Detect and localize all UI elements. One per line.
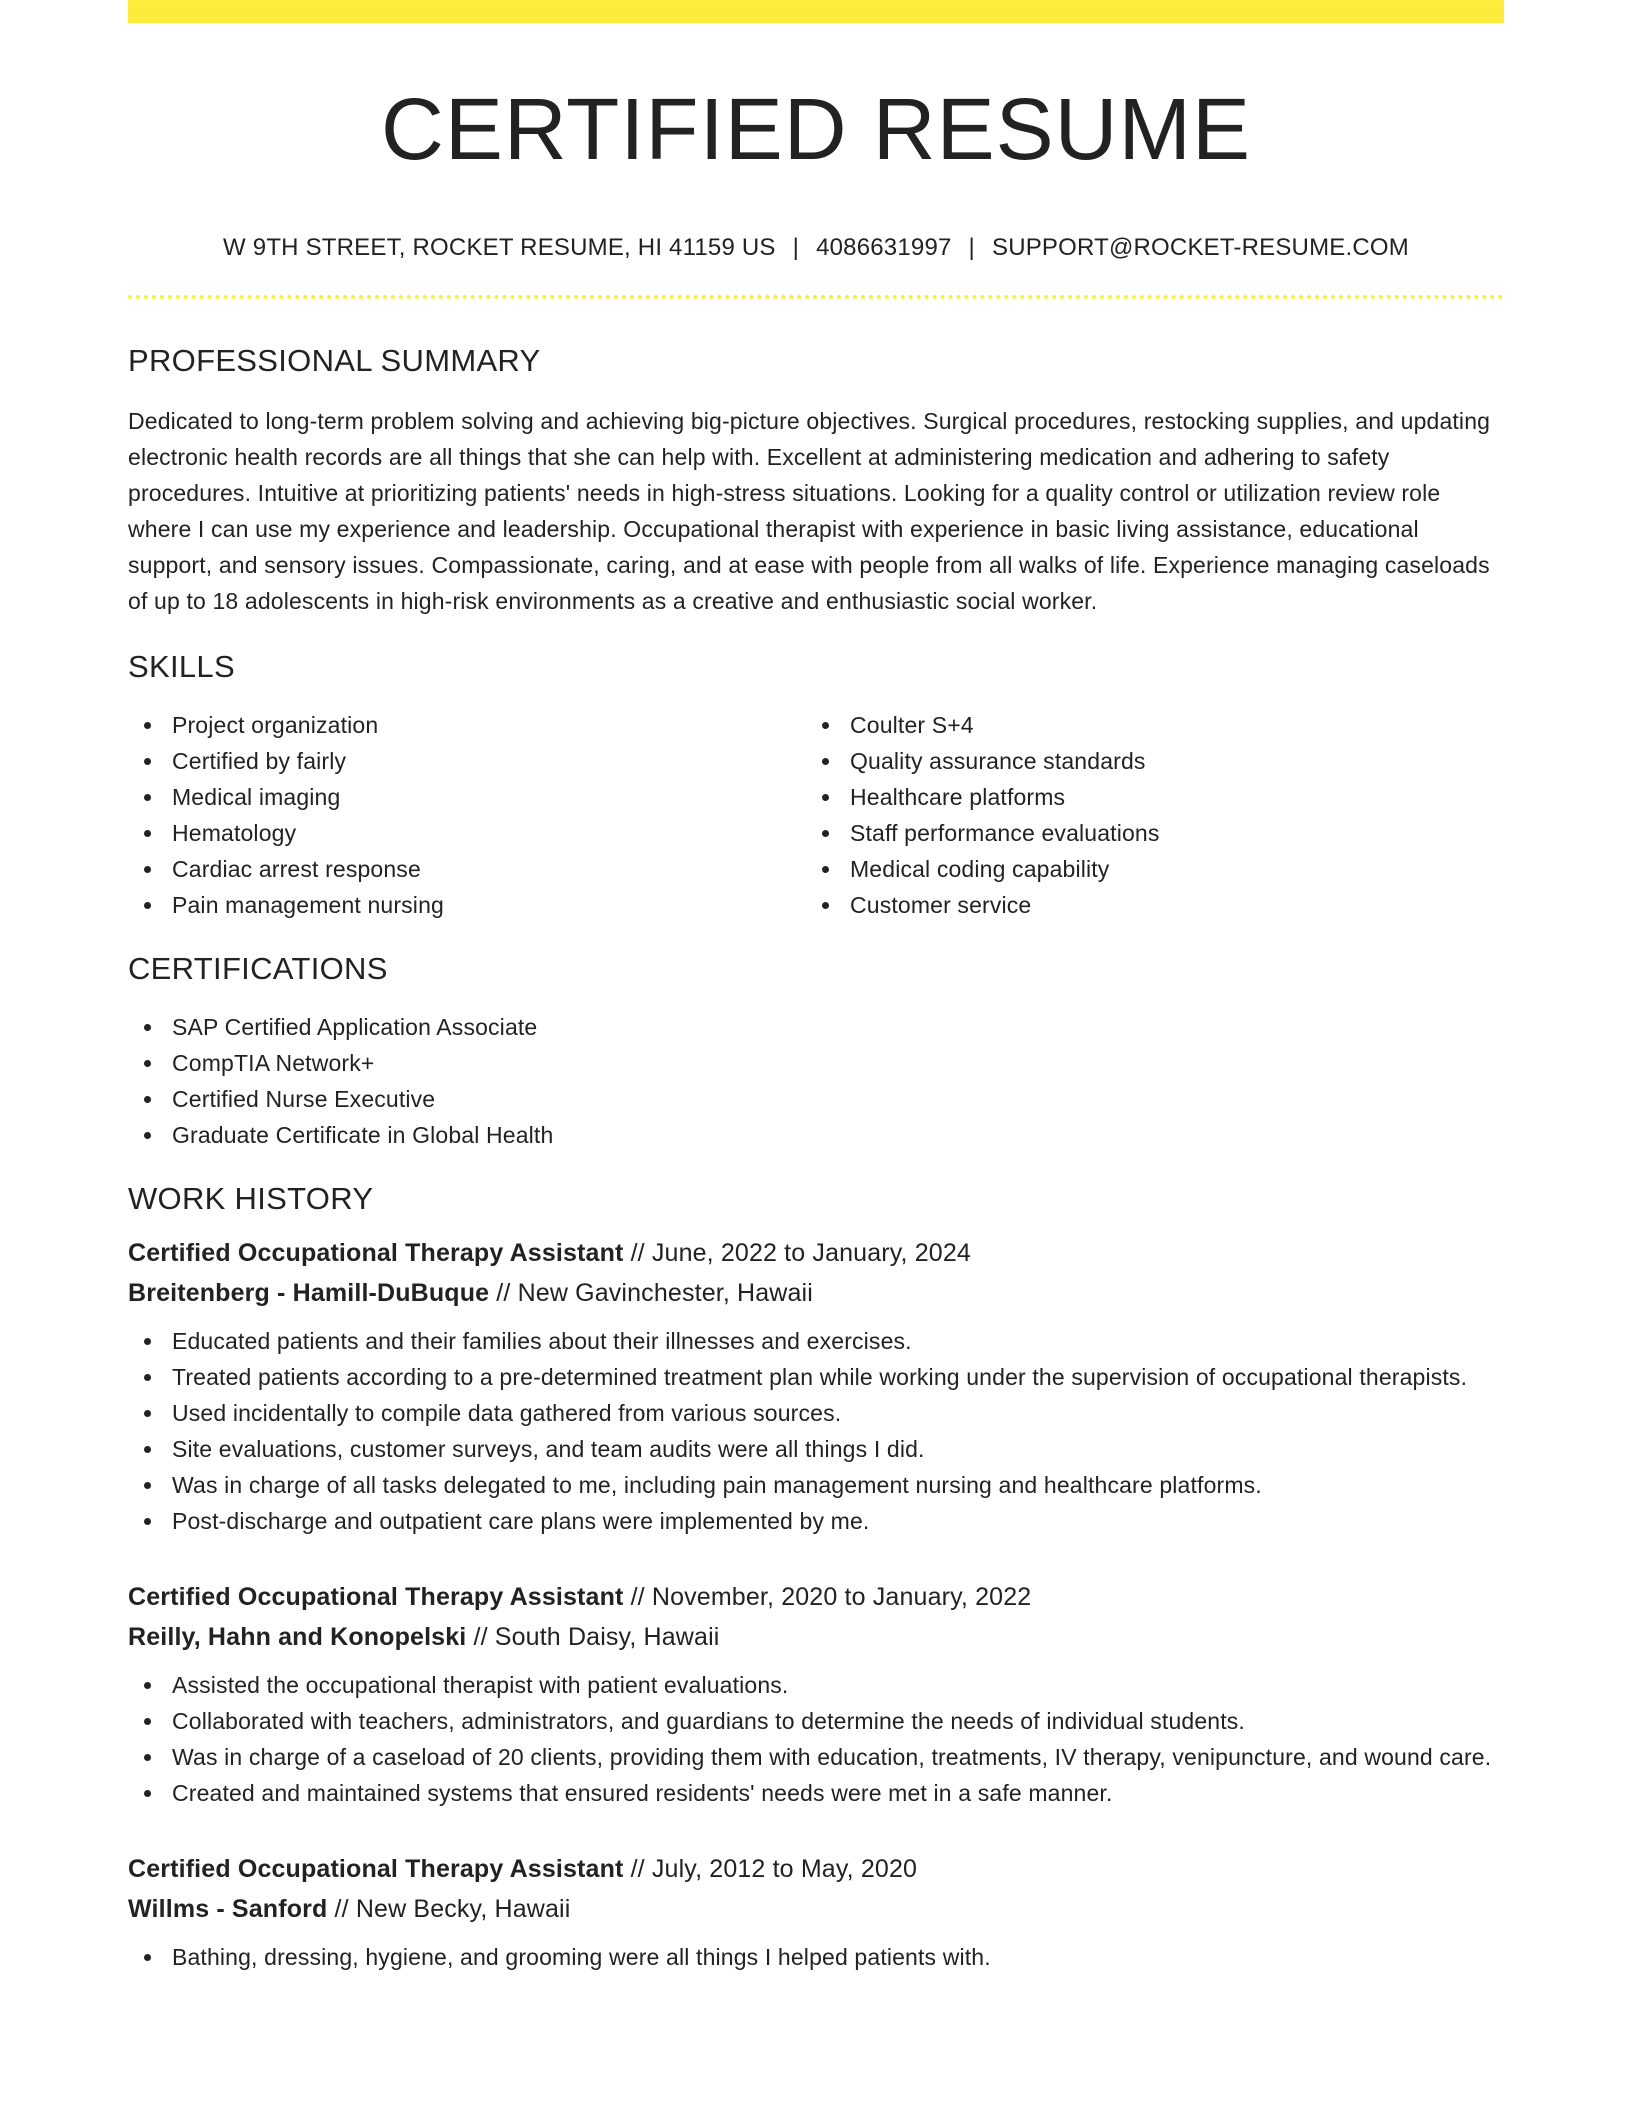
dotted-divider (128, 295, 1504, 299)
address: W 9TH STREET, ROCKET RESUME, HI 41159 US (223, 234, 776, 261)
job-dates: // June, 2022 to January, 2024 (630, 1239, 971, 1267)
job-bullet: Assisted the occupational therapist with patient evaluations. (128, 1667, 1504, 1703)
summary-heading: PROFESSIONAL SUMMARY (128, 343, 541, 378)
job-bullet: Was in charge of all tasks delegated to me, including pain management nursing and healthcare platforms. (128, 1467, 1504, 1503)
job-bullets (128, 1667, 1504, 1811)
job-bullets (128, 1939, 1504, 1975)
certification-item: CompTIA Network+ (128, 1045, 1504, 1081)
job-title: Certified Occupational Therapy Assistant (128, 1583, 624, 1611)
job-location: // New Gavinchester, Hawaii (496, 1279, 813, 1307)
skill-item: Medical imaging (128, 779, 806, 815)
job-dates: // November, 2020 to January, 2022 (630, 1583, 1032, 1611)
skill-item: Quality assurance standards (806, 743, 1484, 779)
job-bullet: Site evaluations, customer surveys, and team audits were all things I did. (128, 1431, 1504, 1467)
certifications-heading: CERTIFICATIONS (128, 951, 388, 986)
job-company-line (128, 1617, 1504, 1657)
job-bullet: Created and maintained systems that ensured residents' needs were met in a safe manner. (128, 1775, 1504, 1811)
certifications-list (128, 1009, 1504, 1153)
job-bullet: Educated patients and their families about their illnesses and exercises. (128, 1323, 1504, 1359)
skill-item: Customer service (806, 887, 1484, 923)
skill-item: Certified by fairly (128, 743, 806, 779)
skill-item: Medical coding capability (806, 851, 1484, 887)
resume-name: CERTIFIED RESUME (381, 81, 1251, 178)
contact-separator: | (792, 234, 800, 261)
contact-separator: | (968, 234, 975, 261)
skill-item: Pain management nursing (128, 887, 806, 923)
skill-item: Project organization (128, 707, 806, 743)
resume-page (128, 0, 1504, 2112)
job-title: Certified Occupational Therapy Assistant (128, 1855, 624, 1883)
certification-item: Graduate Certificate in Global Health (128, 1117, 1504, 1153)
job-title: Certified Occupational Therapy Assistant (128, 1239, 624, 1267)
job-company: Breitenberg - Hamill-DuBuque (128, 1279, 490, 1307)
work-history-heading: WORK HISTORY (128, 1181, 374, 1216)
job-location: // New Becky, Hawaii (334, 1895, 571, 1923)
skill-item: Staff performance evaluations (806, 815, 1484, 851)
contact-line (128, 233, 1504, 263)
job-title-line (128, 1849, 1504, 1889)
skill-item: Hematology (128, 815, 806, 851)
skill-item: Coulter S+4 (806, 707, 1484, 743)
job-bullet: Treated patients according to a pre-determined treatment plan while working under the supervision of occupational therapists. (128, 1359, 1504, 1395)
job-bullet: Was in charge of a caseload of 20 clients, providing them with education, treatments, IV therapy, venipuncture, and wound care. (128, 1739, 1504, 1775)
job-company: Reilly, Hahn and Konopelski (128, 1623, 467, 1651)
email: SUPPORT@ROCKET-RESUME.COM (991, 234, 1409, 261)
skills-columns (128, 707, 1504, 923)
job-company-line (128, 1273, 1504, 1313)
job-bullets (128, 1323, 1504, 1539)
job-company-line (128, 1889, 1504, 1929)
certification-item: SAP Certified Application Associate (128, 1009, 1504, 1045)
skill-item: Cardiac arrest response (128, 851, 806, 887)
certification-item: Certified Nurse Executive (128, 1081, 1504, 1117)
job-bullet: Used incidentally to compile data gathered from various sources. (128, 1395, 1504, 1431)
summary-text: Dedicated to long-term problem solving and achieving big-picture objectives. Surgical procedures, restocking supplies, and updating electronic health records are all things that she can help with. Excellent at administering medication and adhering to safety procedures. Intuitive at prioritizing patients' needs in high-stress situations. Looking for a quality control or utilization review role where I can use my experience and leadership. Occupational therapist with experience in basic living assistance, educational support, and sensory issues. Compassionate, caring, and at ease with people from all walks of life. Experience managing caseloads of up to 18 adolescents in high-risk environments as a creative and enthusiastic social worker. (128, 408, 1491, 614)
job-title-line (128, 1577, 1504, 1617)
job-bullet: Post-discharge and outpatient care plans were implemented by me. (128, 1503, 1504, 1539)
phone: 4086631997 (816, 234, 952, 261)
job-company: Willms - Sanford (128, 1895, 328, 1923)
job-entry (128, 1233, 1504, 1539)
skills-heading: SKILLS (128, 649, 235, 684)
job-location: // South Daisy, Hawaii (473, 1623, 720, 1651)
skill-item: Healthcare platforms (806, 779, 1484, 815)
job-bullet: Collaborated with teachers, administrators, and guardians to determine the needs of individual students. (128, 1703, 1504, 1739)
job-entry (128, 1577, 1504, 1811)
job-dates: // July, 2012 to May, 2020 (630, 1855, 918, 1883)
top-accent-bar (128, 0, 1504, 23)
job-bullet: Bathing, dressing, hygiene, and grooming were all things I helped patients with. (128, 1939, 1504, 1975)
skills-right-list (806, 707, 1484, 923)
skills-left-list (128, 707, 806, 923)
job-title-line (128, 1233, 1504, 1273)
job-entry (128, 1849, 1504, 1975)
